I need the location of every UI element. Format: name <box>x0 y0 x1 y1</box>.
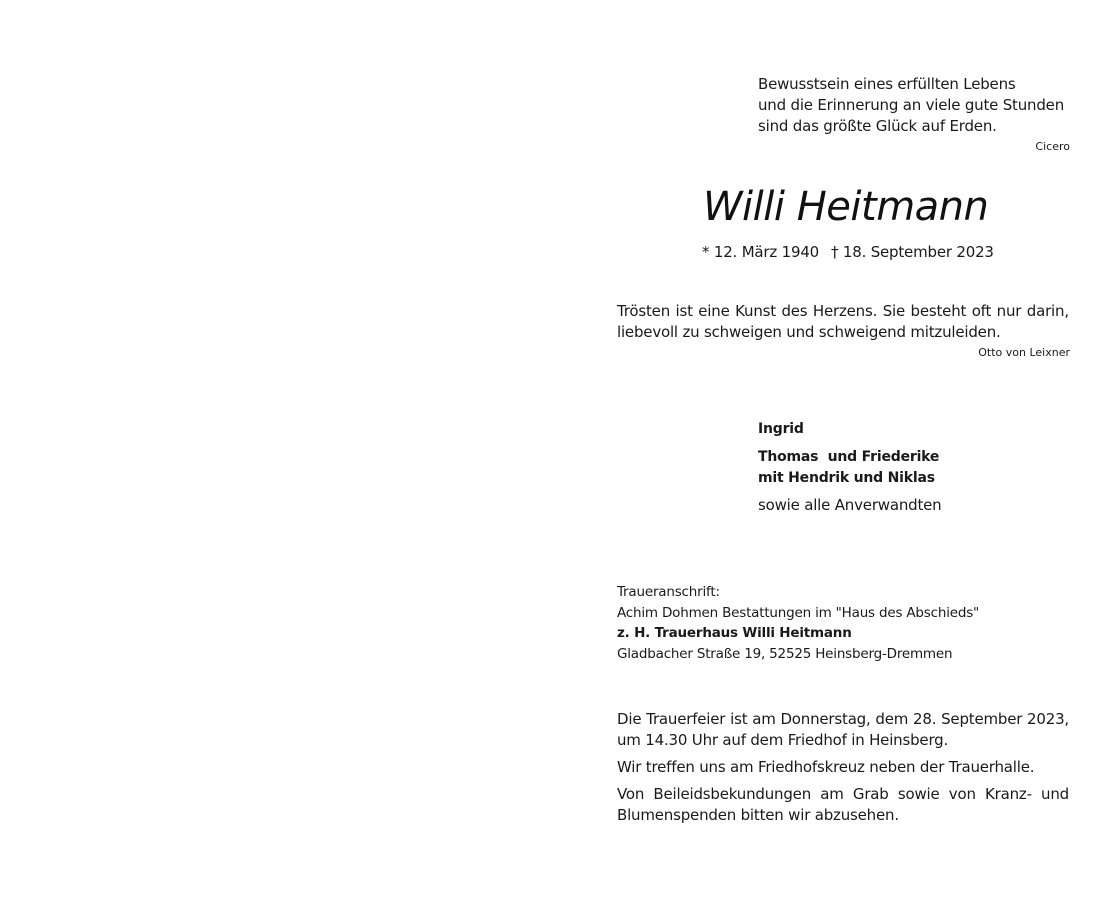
quote-word: oft <box>971 302 992 320</box>
funeral-info <box>617 709 1069 832</box>
funeral-paragraph: Von Beileidsbekundungen am Grab sowie von Kranz- und Blumenspenden bitten wir abzusehen. <box>617 785 1069 824</box>
second-quote <box>617 301 1069 343</box>
quote-word: eine <box>698 302 730 320</box>
funeral-paragraph: Wir treffen uns am Friedhofskreuz neben der Trauerhalle. <box>617 758 1035 776</box>
mourners-list <box>758 419 1078 516</box>
condolence-address <box>617 582 1037 664</box>
opening-quote <box>758 74 1070 137</box>
funeral-paragraph: Die Trauerfeier ist am Donnerstag, dem 28. September 2023, um 14.30 Uhr auf dem Friedhof in Heinsberg. <box>617 710 1069 749</box>
quote-word: Trösten <box>617 302 671 320</box>
life-dates <box>702 242 994 262</box>
quote-line: sind das größte Glück auf Erden. <box>758 117 997 135</box>
death-date: † 18. September 2023 <box>831 243 994 261</box>
quote-word: des <box>781 302 808 320</box>
quote-word: nur <box>996 302 1022 320</box>
quote-author: Cicero <box>1035 140 1070 153</box>
address-line: Gladbacher Straße 19, 52525 Heinsberg-Dremmen <box>617 645 953 662</box>
quote-word: Herzens. <box>812 302 878 320</box>
birth-date: * 12. März 1940 <box>702 243 820 261</box>
quote-line: und die Erinnerung an viele gute Stunden <box>758 96 1064 114</box>
address-line: z. H. Trauerhaus Willi Heitmann <box>617 625 852 641</box>
deceased-name: Willi Heitmann <box>703 184 989 230</box>
mourner-relatives: sowie alle Anverwandten <box>758 496 942 514</box>
quote-word: Kunst <box>735 302 776 320</box>
mourner-name: Thomas und Friederike <box>758 449 940 465</box>
mourner-name: mit Hendrik und Niklas <box>758 470 935 486</box>
mourner-name: Ingrid <box>758 421 804 437</box>
quote-word: ist <box>675 302 693 320</box>
address-label: Traueranschrift: <box>617 584 720 600</box>
quote-line-justified <box>617 301 1069 322</box>
quote-line: Bewusstsein eines erfüllten Lebens <box>758 75 1016 93</box>
address-line: Achim Dohmen Bestattungen im "Haus des Abschieds" <box>617 604 980 621</box>
quote-line: liebevoll zu schweigen und schweigend mitzuleiden. <box>617 323 1001 341</box>
quote-author: Otto von Leixner <box>978 346 1070 359</box>
quote-word: besteht <box>910 302 967 320</box>
quote-word: Sie <box>882 302 906 320</box>
quote-word: darin, <box>1026 302 1069 320</box>
